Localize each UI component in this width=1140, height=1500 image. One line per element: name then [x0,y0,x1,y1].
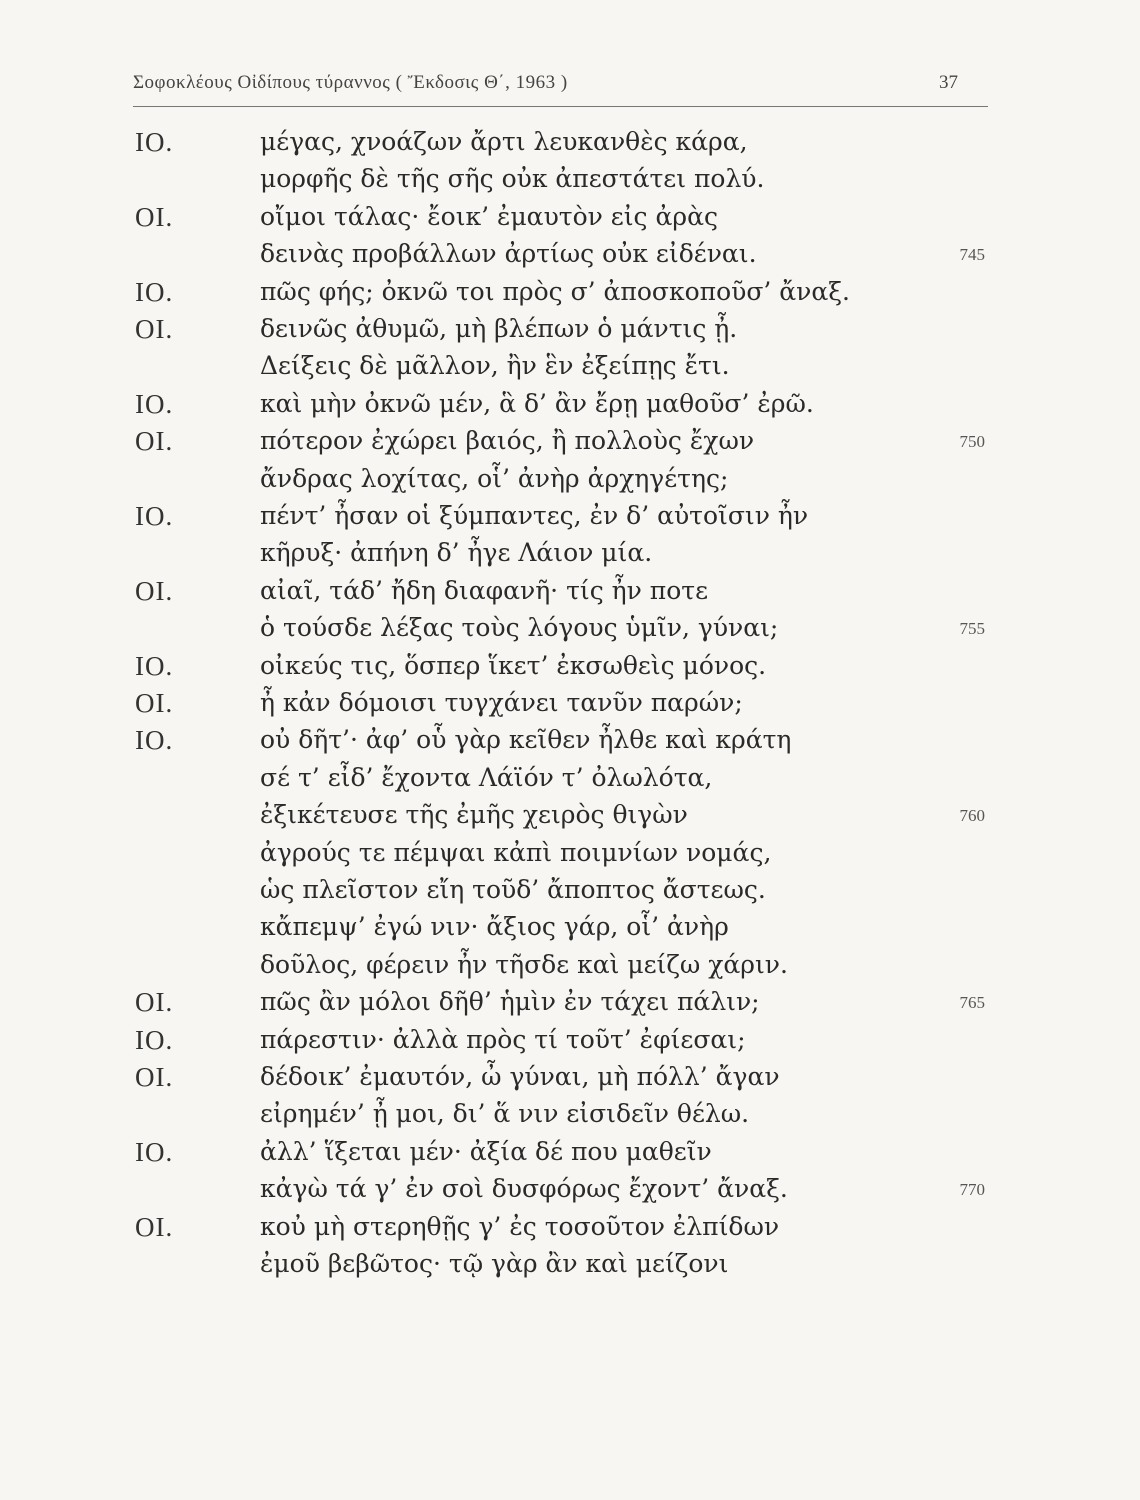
verse-line [0,351,1140,389]
verse-text-line: ἐξικέτευσε τῆς ἐμῆς χειρὸς θιγὼν [260,800,688,830]
speaker-label: ΟΙ. [135,426,174,457]
verse-line [0,426,1140,464]
page-number: 37 [939,72,958,93]
line-number: 745 [959,245,985,265]
verse-text-line: ἐμοῦ βεβῶτος· τῷ γὰρ ἂν καὶ μείζονι [260,1249,729,1278]
speaker-label: ΙΟ. [135,1136,174,1167]
verse-text-line: δοῦλος, φέρειν ἦν τῆσδε καὶ μείζω χάριν. [260,949,788,979]
verse-line [0,1025,1140,1063]
speaker-label: ΙΟ. [135,276,174,307]
verse-text-line: πότερον ἐχώρει βαιός, ἢ πολλοὺς ἔχων [260,426,755,456]
verse-text-line: μέγας, χνοάζων ἄρτι λευκανθὲς κάρα, [260,127,748,156]
speaker-label: ΟΙ. [135,314,174,344]
verse-line [0,239,1140,277]
speaker-label: ΙΟ. [135,650,174,681]
verse-line [0,1212,1140,1250]
running-title: Σοφοκλέους Οἰδίπους τύραννος ( Ἔκδοσις Θ΄, 1963 ) [133,72,568,93]
speaker-label: ΙΟ. [135,388,174,419]
verse-text-line: εἰρημέν’ ᾖ μοι, δι’ ἅ νιν εἰσιδεῖν θέλω. [260,1099,750,1129]
speaker-label: ΙΟ. [135,725,174,756]
verse-text-line: ἀγρούς τε πέμψαι κἀπὶ ποιμνίων νομάς, [260,837,772,867]
verse-line [0,1099,1140,1137]
verse-text-line: κἀγὼ τά γ’ ἐν σοὶ δυσφόρως ἔχοντ’ ἄναξ. [260,1174,788,1204]
verse-line [0,1062,1140,1100]
line-number: 750 [959,432,985,452]
line-number: 755 [959,619,985,639]
verse-text-line: δεινῶς ἀθυμῶ, μὴ βλέπων ὁ μάντις ᾖ. [260,314,738,343]
verse-line [0,164,1140,202]
verse-line [0,763,1140,801]
verse-line [0,725,1140,763]
verse-text-line: οἰκεύς τις, ὅσπερ ἵκετ’ ἐκσωθεὶς μόνος. [260,650,767,680]
verse-line [0,688,1140,726]
verse-line [0,202,1140,240]
verse-text-line: πῶς ἂν μόλοι δῆθ’ ἡμὶν ἐν τάχει πάλιν; [260,987,760,1017]
speaker-label: ΟΙ. [135,987,174,1018]
verse-text-line: πέντ’ ἦσαν οἱ ξύμπαντες, ἐν δ’ αὐτοῖσιν ἦν [260,501,809,530]
verse-text-line: κοὐ μὴ στερηθῇς γ’ ἐς τοσοῦτον ἐλπίδων [260,1211,780,1241]
verse-line [0,538,1140,576]
line-number: 765 [959,993,985,1013]
speaker-label: ΟΙ. [135,1211,174,1242]
verse-text-line: ὡς πλεῖστον εἴη τοῦδ’ ἄποπτος ἄστεως. [260,875,766,904]
speaker-label: ΟΙ. [135,575,174,606]
line-number: 760 [959,806,985,826]
speaker-label: ΟΙ. [135,688,174,718]
verse-line [0,576,1140,614]
verse-text-line: οἴμοι τάλας· ἔοικ’ ἐμαυτὸν εἰς ἀρὰς [260,201,718,231]
speaker-label: ΙΟ. [135,501,174,531]
verse-line [0,464,1140,502]
verse-text-line: δεινὰς προβάλλων ἀρτίως οὐκ εἰδέναι. [260,239,757,269]
line-number: 770 [959,1180,985,1200]
speaker-label: ΟΙ. [135,1062,174,1092]
speaker-label: ΙΟ. [135,1024,174,1055]
verse-text-line: σέ τ’ εἶδ’ ἔχοντα Λάϊόν τ’ ὀλωλότα, [260,762,713,792]
verse-text-line: ἄνδρας λοχίτας, οἷ’ ἀνὴρ ἀρχηγέτης; [260,463,729,493]
verse-text-line: ἦ κἀν δόμοισι τυγχάνει τανῦν παρών; [260,688,743,717]
verse-line [0,1249,1140,1287]
verse-line [0,127,1140,165]
verse-text-line: αἰαῖ, τάδ’ ἤδη διαφανῆ· τίς ἦν ποτε [260,575,709,605]
verse-text-line: ὁ τούσδε λέξας τοὺς λόγους ὑμῖν, γύναι; [260,613,779,643]
speaker-label: ΙΟ. [135,127,174,157]
verse-text-line: οὐ δῆτ’· ἀφ’ οὗ γὰρ κεῖθεν ἦλθε καὶ κράτη [260,725,792,755]
verse-line [0,987,1140,1025]
verse-line [0,277,1140,315]
verse-line [0,389,1140,427]
verse-text-line: καὶ μὴν ὀκνῶ μέν, ἃ δ’ ἂν ἔρῃ μαθοῦσ’ ἐρῶ. [260,388,814,418]
verse-text-line: Δείξεις δὲ μᾶλλον, ἢν ἓν ἐξείπῃς ἔτι. [260,351,730,381]
verse-text-line: πῶς φής; ὀκνῶ τοι πρὸς σ’ ἀποσκοποῦσ’ ἄναξ. [260,276,850,306]
verse-line [0,1174,1140,1212]
verse-text-line: ἀλλ’ ἵξεται μέν· ἀξία δέ που μαθεῖν [260,1136,712,1166]
verse-line [0,314,1140,352]
verse-line [0,800,1140,838]
verse-text-line: δέδοικ’ ἐμαυτόν, ὦ γύναι, μὴ πόλλ’ ἄγαν [260,1062,780,1091]
speaker-label: ΟΙ. [135,201,174,232]
verse-text-line: μορφῆς δὲ τῆς σῆς οὐκ ἀπεστάτει πολύ. [260,164,765,194]
verse-text-line: πάρεστιν· ἀλλὰ πρὸς τί τοῦτ’ ἐφίεσαι; [260,1024,746,1054]
verse-line [0,838,1140,876]
verse-line [0,613,1140,651]
verse-line [0,501,1140,539]
verse-line [0,651,1140,689]
verse-line [0,950,1140,988]
verse-text-line: κῆρυξ· ἀπήνη δ’ ἦγε Λάιον μία. [260,538,653,568]
verse-text-line: κἄπεμψ’ ἐγώ νιν· ἄξιος γάρ, οἷ’ ἀνὴρ [260,912,729,942]
verse-line [0,875,1140,913]
verse-line [0,912,1140,950]
verse-line [0,1137,1140,1175]
